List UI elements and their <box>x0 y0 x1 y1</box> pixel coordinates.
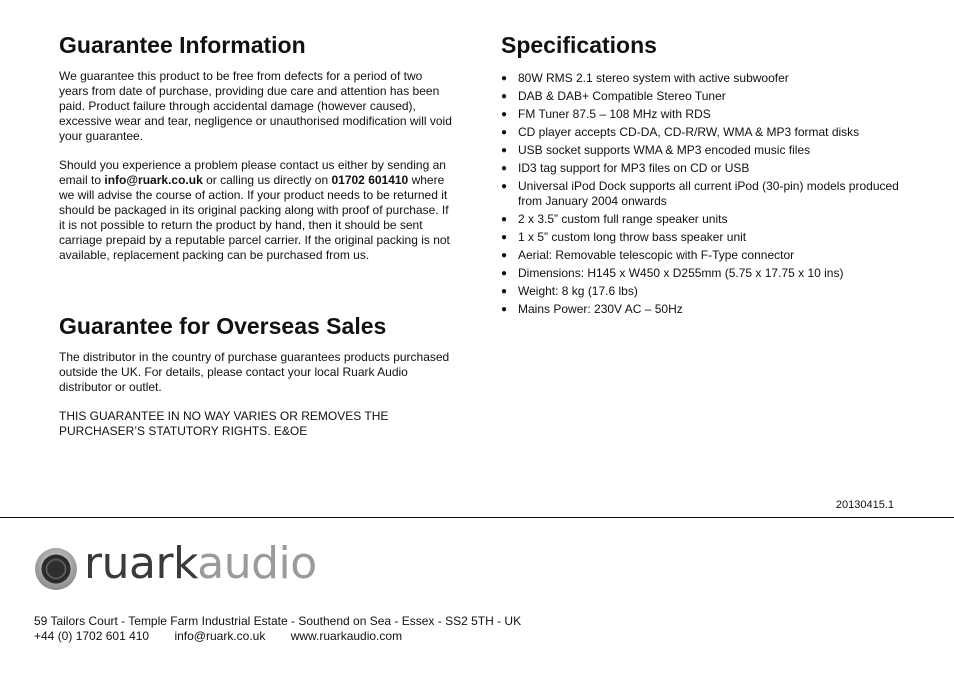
guarantee-section <box>59 30 454 263</box>
spec-item <box>501 143 921 158</box>
footer-email[interactable]: info@ruark.co.uk <box>174 629 266 643</box>
guarantee-para2-text-b: or calling us directly on <box>202 173 332 187</box>
bullet-icon: ● <box>501 286 508 297</box>
footer-address: 59 Tailors Court - Temple Farm Industrial Estate - Southend on Sea - Essex - SS2 5TH - UK <box>34 614 522 628</box>
guarantee-phone: 01702 601410 <box>331 173 409 187</box>
footer-contact <box>34 614 521 644</box>
guarantee-paragraph-1: We guarantee this product to be free from defects for a period of two years from date of purchase, providing due care and attention has been paid. Product failure through accidental damage (however caused), excessive wear and tear, negligence or unauthorised modification will void your guarantee. <box>59 69 452 143</box>
bullet-icon: ● <box>501 304 508 315</box>
spec-item-text: ID3 tag support for MP3 files on CD or USB <box>518 161 750 175</box>
spec-item-text: DAB & DAB+ Compatible Stereo Tuner <box>518 89 726 103</box>
bullet-icon: ● <box>501 73 508 84</box>
bullet-icon: ● <box>501 145 508 156</box>
logo-word-ruark: ruark <box>84 538 198 589</box>
footer-website[interactable]: www.ruarkaudio.com <box>290 629 403 643</box>
spec-item <box>501 212 921 227</box>
spec-item <box>501 71 921 86</box>
logo-word-audio: audio <box>197 538 317 589</box>
document-version: 20130415.1 <box>835 499 894 511</box>
spec-item-text: Aerial: Removable telescopic with F-Type connector <box>518 248 795 262</box>
spec-item-text: 2 x 3.5” custom full range speaker units <box>518 212 728 226</box>
footer-divider <box>0 517 954 518</box>
footer-phone: +44 (0) 1702 601 410 <box>34 629 150 643</box>
ruark-circle-logo-icon <box>34 547 78 591</box>
specifications-heading: Specifications <box>501 32 657 58</box>
bullet-icon: ● <box>501 232 508 243</box>
bullet-icon: ● <box>501 163 508 174</box>
bullet-icon: ● <box>501 91 508 102</box>
bullet-icon: ● <box>501 250 508 261</box>
guarantee-para2-text-c: where we will advise the course of action. If your product needs to be returned it should be packaged in its original packing along with proof of purchase. If it is not possible to return the product by hand, then it should be sent carriage prepaid by a reputable parcel carrier. If the original packing is not available, replacement packing can be purchased from us. <box>59 173 450 262</box>
spec-item <box>501 161 921 176</box>
guarantee-paragraph-2 <box>59 158 454 263</box>
overseas-paragraph-2: THIS GUARANTEE IN NO WAY VARIES OR REMOVES THE PURCHASER’S STATUTORY RIGHTS. E&OE <box>59 409 389 438</box>
spec-item-text: 1 x 5” custom long throw bass speaker unit <box>518 230 747 244</box>
spec-item-text: 80W RMS 2.1 stereo system with active subwoofer <box>518 71 789 85</box>
spec-item <box>501 248 921 263</box>
spec-item-text: USB socket supports WMA & MP3 encoded music files <box>518 143 811 157</box>
overseas-heading: Guarantee for Overseas Sales <box>59 313 387 339</box>
overseas-section <box>59 311 454 439</box>
bullet-icon: ● <box>501 268 508 279</box>
spec-item <box>501 302 921 317</box>
spec-item <box>501 89 921 104</box>
logo-wordmark <box>84 538 317 589</box>
footer-contact-line <box>34 629 521 644</box>
specifications-list <box>501 71 921 317</box>
guarantee-email: info@ruark.co.uk <box>104 173 203 187</box>
overseas-paragraph-1: The distributor in the country of purchase guarantees products purchased outside the UK. For details, please contact your local Ruark Audio distributor or outlet. <box>59 350 450 394</box>
guarantee-para2-text-a: Should you experience a problem please contact us either by sending an email to <box>59 158 446 187</box>
guarantee-heading: Guarantee Information <box>59 32 306 58</box>
bullet-icon: ● <box>501 109 508 120</box>
spec-item <box>501 230 921 245</box>
spec-item <box>501 125 921 140</box>
spec-item-text: Mains Power: 230V AC – 50Hz <box>518 302 683 316</box>
bullet-icon: ● <box>501 127 508 138</box>
spec-item-text: CD player accepts CD-DA, CD-R/RW, WMA & MP3 format disks <box>518 125 860 139</box>
spec-item <box>501 284 921 299</box>
spec-item <box>501 266 921 281</box>
bullet-icon: ● <box>501 214 508 225</box>
bullet-icon: ● <box>501 181 508 192</box>
spec-item-text: Universal iPod Dock supports all current iPod (30-pin) models produced from January 2004 onwards <box>518 179 899 208</box>
spec-item <box>501 107 921 122</box>
spec-item-text: Weight: 8 kg (17.6 lbs) <box>518 284 638 298</box>
spec-item-text: FM Tuner 87.5 – 108 MHz with RDS <box>518 107 711 121</box>
specifications-section <box>501 30 921 320</box>
spec-item-text: Dimensions: H145 x W450 x D255mm (5.75 x 17.75 x 10 ins) <box>518 266 844 280</box>
spec-item <box>501 179 921 209</box>
